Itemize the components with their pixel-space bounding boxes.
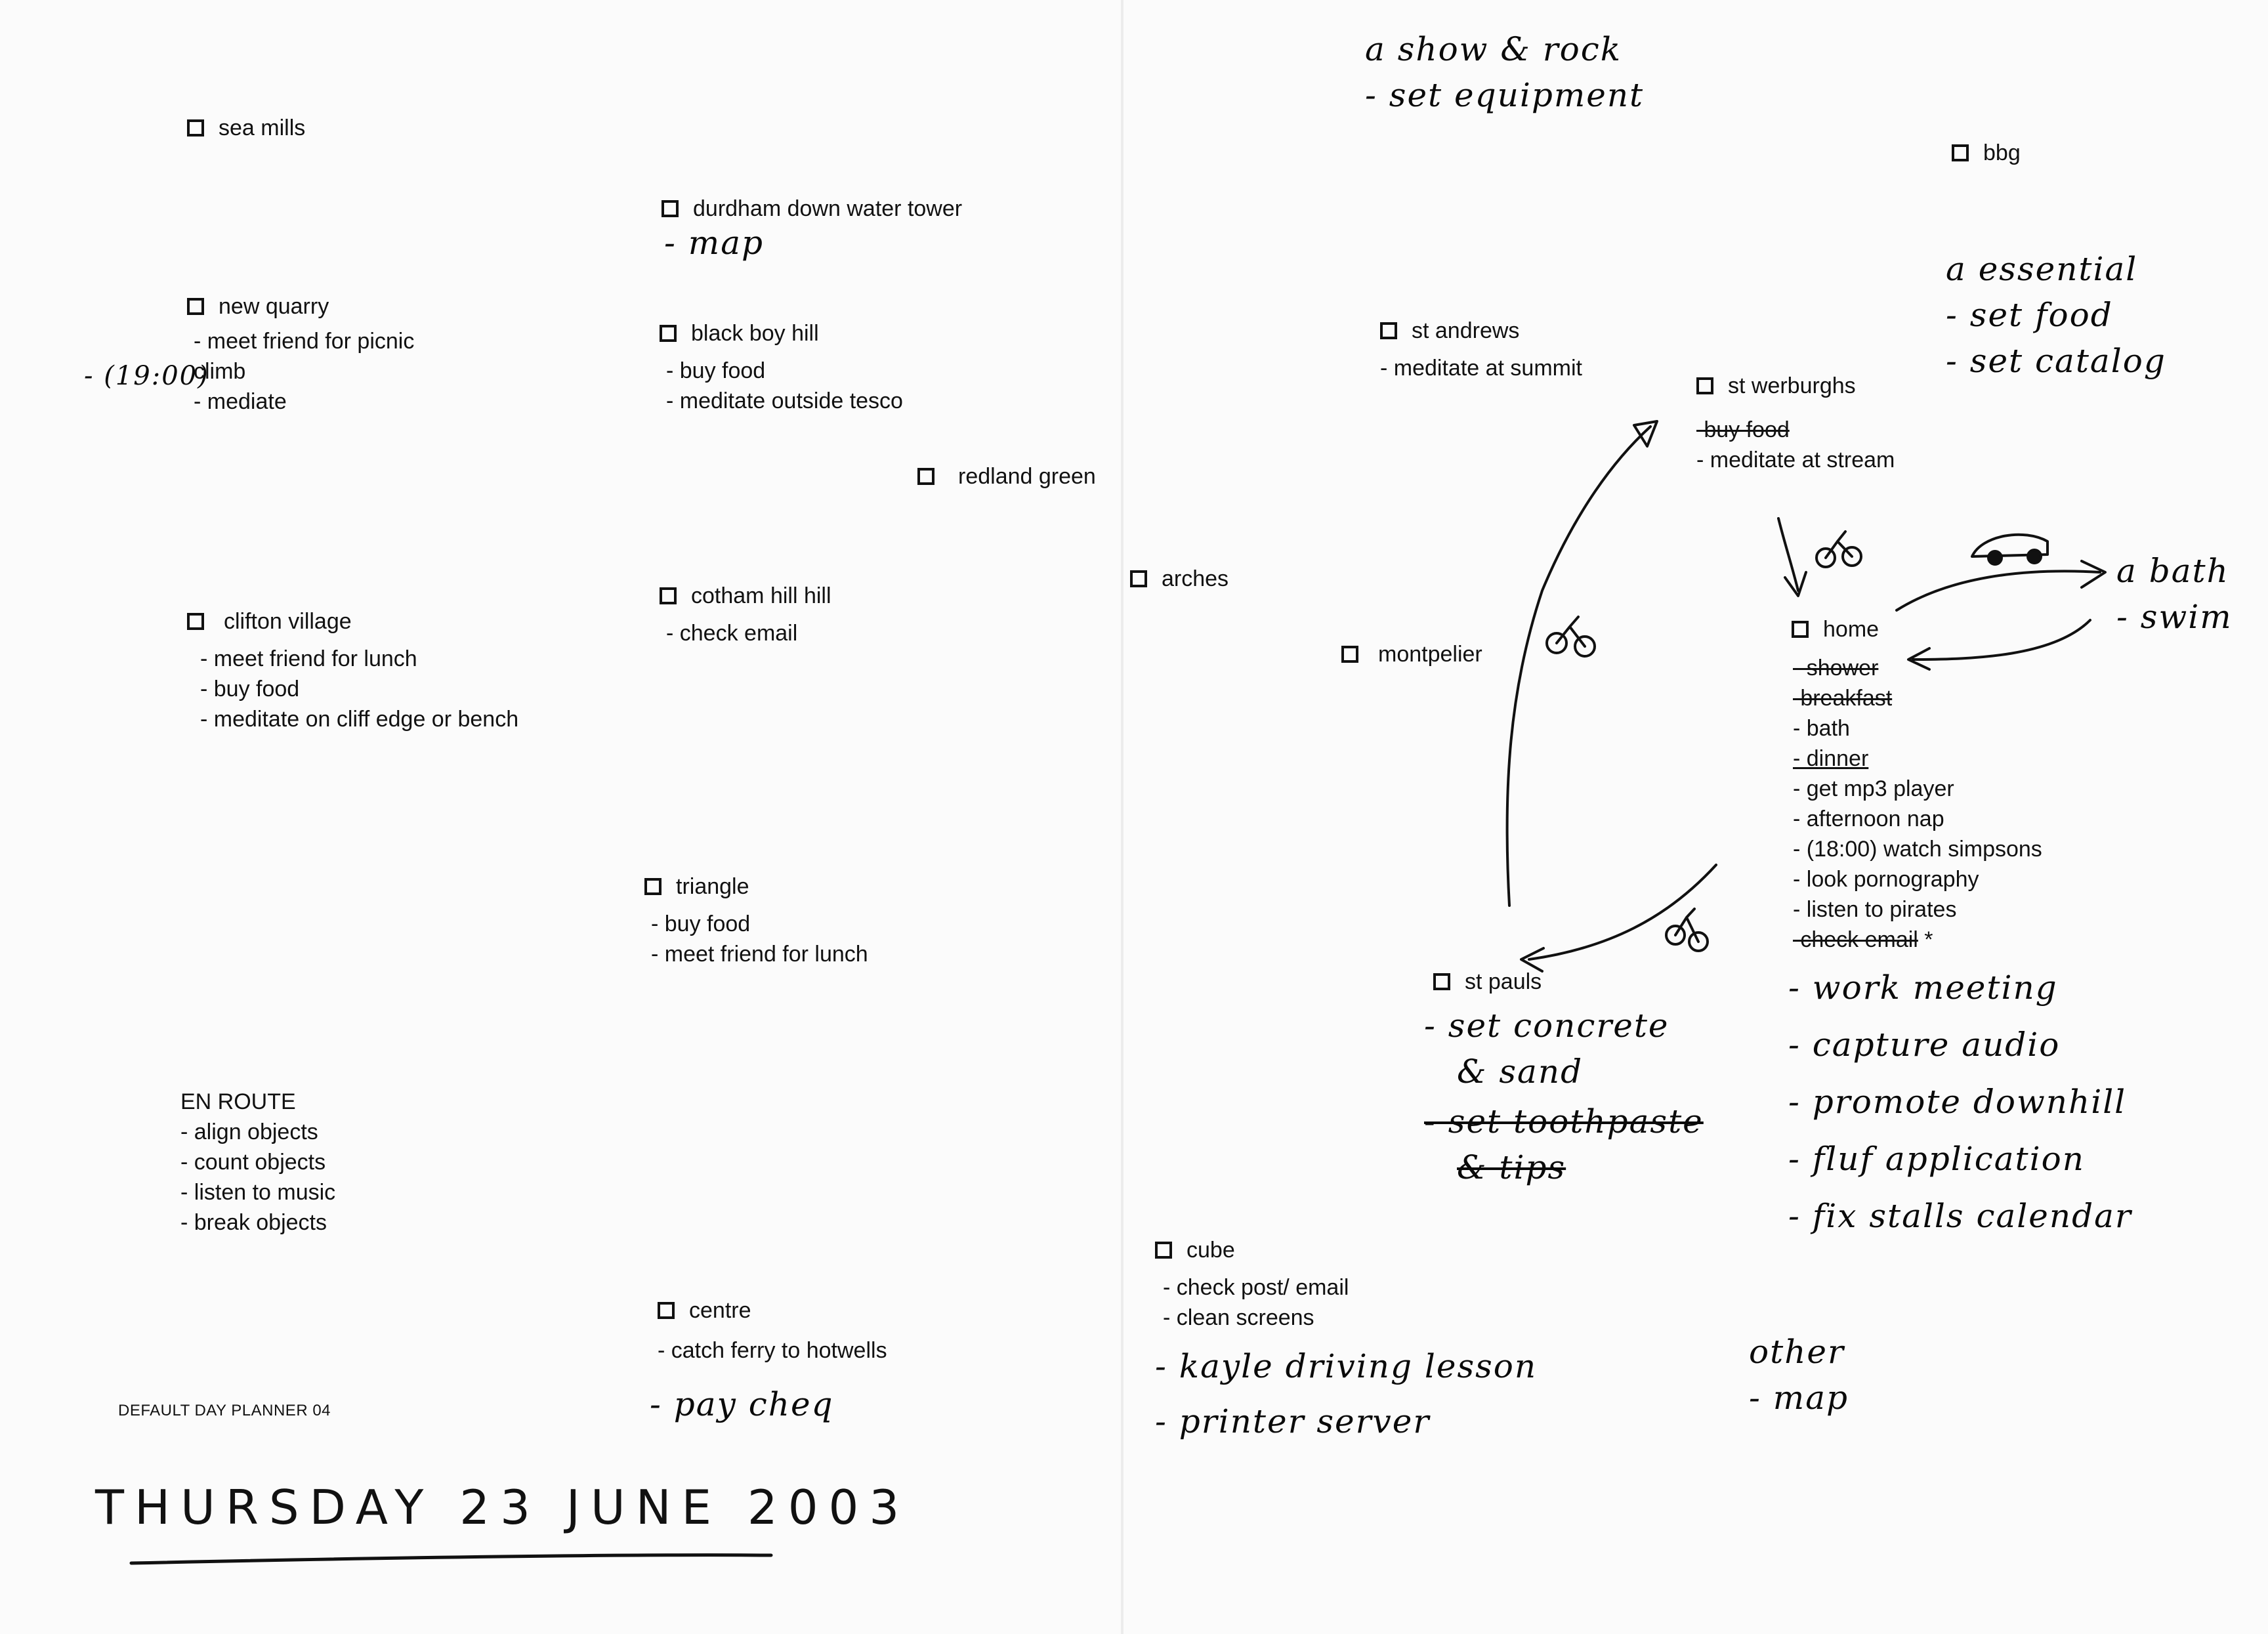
location-name: home — [1823, 617, 1880, 642]
planner-label: DEFAULT DAY PLANNER 04 — [118, 1402, 331, 1419]
location-name: cube — [1186, 1238, 1235, 1263]
location-st-pauls — [1433, 969, 1542, 995]
location-st-werburghs — [1696, 373, 1895, 475]
location-black-boy-hill — [660, 320, 903, 416]
location-name: arches — [1162, 566, 1229, 591]
checkbox[interactable] — [1341, 646, 1358, 663]
route-arrow-home-to-stpauls — [1529, 865, 1716, 959]
route-arrow-home-to-bath — [1897, 571, 2100, 610]
task-item: - afternoon nap — [1793, 807, 1944, 831]
bicycle-icon — [1666, 909, 1708, 951]
task-item: - count objects — [180, 1150, 326, 1175]
location-name: centre — [689, 1298, 751, 1323]
location-name: triangle — [676, 874, 749, 899]
handwritten-note: - pay cheq — [650, 1385, 834, 1423]
handwritten-time-note: - (19:00) — [84, 361, 209, 391]
location-cotham-hill — [660, 583, 831, 648]
location-name: durdham down water tower — [693, 196, 963, 221]
checkbox[interactable] — [187, 613, 204, 630]
location-name: st andrews — [1412, 318, 1520, 343]
arrowhead-icon — [1634, 421, 1657, 446]
checkbox[interactable] — [660, 587, 677, 604]
task-item: - meet friend for lunch — [200, 646, 417, 671]
checkbox[interactable] — [644, 878, 662, 895]
task-item-struck: - shower — [1793, 656, 1879, 681]
task-item: - meet friend for lunch — [651, 942, 868, 967]
handwritten-notes-bbg: a essential - set food - set catalog — [1946, 250, 2166, 380]
handwritten-notes-other: other - map — [1749, 1333, 1849, 1417]
location-sea-mills — [187, 115, 305, 141]
location-montpelier — [1341, 641, 1482, 667]
handwritten-notes-bath: a bath - swim — [2116, 552, 2233, 636]
handwritten-notes-cube: - kayle driving lesson - printer server — [1155, 1347, 1538, 1440]
checkbox[interactable] — [917, 468, 934, 485]
handwritten-notes-top: a show & rock - set equipment — [1365, 30, 1645, 114]
checkbox[interactable] — [1696, 377, 1713, 394]
task-item: - meditate outside tesco — [666, 388, 903, 413]
task-item-struck: -breakfast — [1793, 686, 1893, 711]
page-fold — [1121, 0, 1124, 1634]
car-icon — [1972, 535, 2048, 564]
task-item-struck: -check email — [1793, 927, 1918, 952]
task-item: - bath — [1793, 716, 1850, 741]
checkbox[interactable] — [662, 200, 679, 217]
task-item: - mediate — [194, 389, 287, 414]
checkbox[interactable] — [1130, 570, 1147, 587]
location-name: cotham hill hill — [691, 583, 831, 608]
task-item: - get mp3 player — [1793, 776, 1954, 801]
arrowhead-icon — [1785, 572, 1806, 596]
bicycle-icon — [1816, 532, 1861, 567]
task-item: climb — [194, 359, 246, 384]
handwritten-note: - map — [664, 224, 765, 262]
task-item: - listen to pirates — [1793, 897, 1957, 922]
task-item: - check post/ email — [1163, 1275, 1349, 1300]
task-item: - catch ferry to hotwells — [658, 1338, 887, 1363]
en-route-section — [180, 1087, 335, 1238]
handwritten-notes-home: - work meeting - capture audio - promote downhill - fluf application - fix stalls calendar — [1788, 969, 2132, 1235]
checkbox[interactable] — [1952, 144, 1969, 161]
checkbox[interactable] — [658, 1302, 675, 1319]
location-name: montpelier — [1378, 642, 1482, 667]
location-name: st pauls — [1465, 969, 1542, 994]
checkbox[interactable] — [187, 119, 204, 136]
task-item: - clean screens — [1163, 1305, 1314, 1330]
task-item: - listen to music — [180, 1180, 336, 1205]
task-item: - check email — [666, 621, 798, 646]
location-centre — [658, 1297, 887, 1366]
route-arrow-stpauls-to-standrews — [1507, 427, 1650, 906]
task-item: - look pornography — [1793, 867, 1979, 892]
title-underline — [131, 1555, 771, 1563]
task-item: - align objects — [180, 1120, 318, 1144]
location-name: sea mills — [219, 115, 306, 140]
task-item: - buy food — [666, 358, 766, 383]
location-new-quarry — [187, 293, 414, 417]
arrowhead-icon — [1521, 948, 1544, 971]
handwritten-notes-st-pauls: - set concrete & sand - set toothpaste & tips — [1424, 1007, 1704, 1186]
location-home — [1792, 616, 2042, 955]
page-title: THURSDAY 23 JUNE 2003 — [95, 1480, 910, 1535]
task-item: - (18:00) watch simpsons — [1793, 837, 2042, 862]
route-arrow-stwerburghs-to-home — [1778, 518, 1798, 591]
location-name: redland green — [958, 464, 1096, 489]
checkbox[interactable] — [1155, 1242, 1172, 1259]
checkbox[interactable] — [660, 325, 677, 342]
checkbox[interactable] — [1792, 621, 1809, 638]
task-item-underlined: - dinner — [1793, 746, 1869, 771]
location-name: black boy hill — [691, 321, 819, 346]
location-bbg — [1952, 140, 2021, 166]
location-name: st werburghs — [1728, 373, 1856, 398]
task-item: - break objects — [180, 1210, 327, 1235]
location-name: bbg — [1983, 140, 2021, 165]
task-item: - meditate at stream — [1696, 448, 1895, 472]
task-item: - meditate at summit — [1380, 356, 1582, 381]
task-item: - meditate on cliff edge or bench — [200, 707, 519, 732]
bicycle-icon — [1547, 617, 1595, 656]
checkbox[interactable] — [1380, 322, 1397, 339]
location-durdham-down — [662, 196, 962, 222]
location-arches — [1130, 566, 1228, 592]
location-triangle — [644, 873, 868, 969]
location-redland-green — [917, 463, 1096, 490]
location-name: clifton village — [224, 609, 352, 634]
task-item-struck: -buy food — [1696, 417, 1790, 442]
checkbox[interactable] — [187, 298, 204, 315]
asterisk-mark: * — [1924, 927, 1933, 952]
task-item: - buy food — [200, 677, 300, 702]
task-item: - meet friend for picnic — [194, 329, 415, 354]
location-cube — [1155, 1237, 1349, 1333]
location-clifton-village — [187, 608, 518, 734]
checkbox[interactable] — [1433, 973, 1450, 990]
en-route-heading: EN ROUTE — [180, 1089, 296, 1114]
task-item: - buy food — [651, 911, 751, 936]
arrowhead-icon — [2082, 561, 2105, 587]
location-st-andrews — [1380, 318, 1582, 383]
location-name: new quarry — [219, 294, 329, 319]
